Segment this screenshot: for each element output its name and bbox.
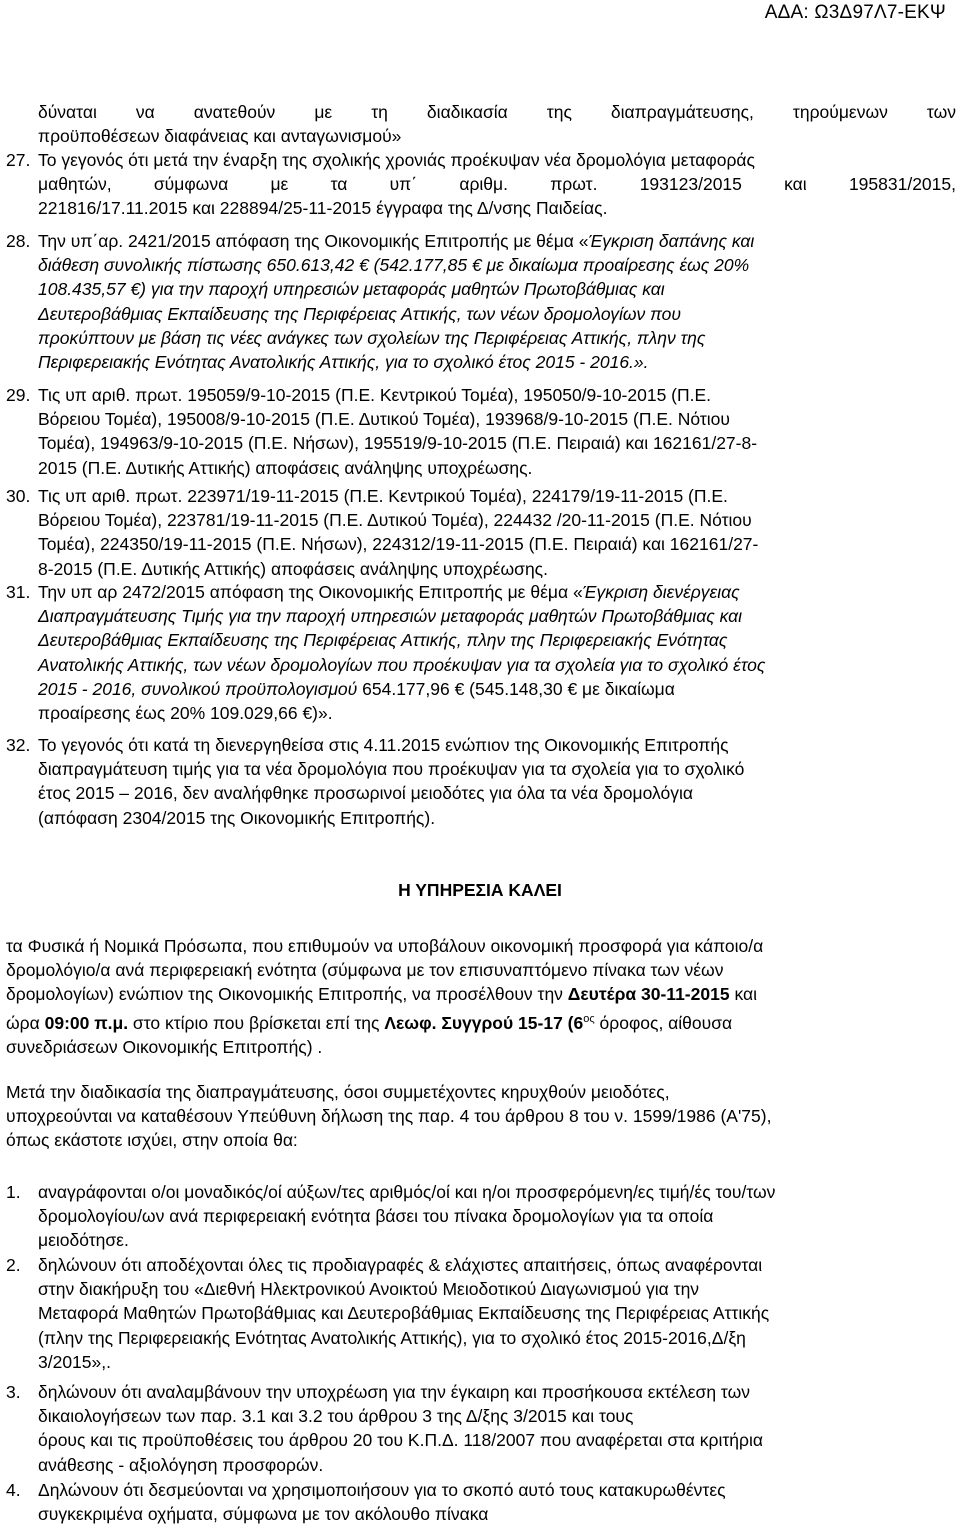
text-line: διάθεση συνολικής πίστωσης 650.613,42 € (542.177,85 € με δικαίωμα προαίρεσης έως 20%	[38, 255, 750, 276]
text-span: και	[729, 984, 757, 1005]
item-number: 27.	[6, 150, 31, 170]
call-paragraph	[6, 934, 956, 1059]
item-number: 29.	[6, 385, 31, 405]
text-line: προκύπτουν με βάση τις νέες ανάγκες των σχολείων της Περιφέρειας Αττικής, πλην της	[38, 327, 706, 348]
text-line: Τομέα), 224350/19-11-2015 (Π.Ε. Νήσων), 224312/19-11-2015 (Π.Ε. Πειραιά) και 162161/27-	[38, 534, 759, 555]
item-number: 32.	[6, 735, 31, 755]
item-27	[38, 148, 956, 221]
meeting-date: Δευτέρα 30-11-2015	[567, 984, 730, 1005]
text-span: δρομολογίων) ενώπιον της Οικονομικής Επιτροπής, να προσέλθουν την	[6, 984, 568, 1005]
list-number: 1.	[6, 1182, 21, 1202]
text-line: δρομολογίου/ων ανά περιφερειακή ενότητα βάσει του πίνακα δρομολογίων για τα οποία	[38, 1206, 714, 1227]
list-item	[38, 1478, 956, 1526]
text-line: προϋποθέσεων διαφάνειας και ανταγωνισμού»	[38, 126, 402, 147]
text-line: Ανατολικής Αττικής, των νέων δρομολογίων που προέκυψαν για τα σχολεία για το σχολικό έτος	[38, 654, 766, 675]
text-span: 654.177,96 € (545.148,30 € με δικαίωμα	[357, 678, 675, 699]
text-line: συγκεκριμένα οχήματα, σύμφωνα με τον ακόλουθο πίνακα	[38, 1504, 489, 1525]
text-span: Έγκριση διενέργειας	[582, 582, 740, 602]
text-line: Τις υπ αριθ. πρωτ. 195059/9-10-2015 (Π.Ε. Κεντρικού Τομέα), 195050/9-10-2015 (Π.Ε.	[38, 385, 712, 405]
text-line: Βόρειου Τομέα), 195008/9-10-2015 (Π.Ε. Δυτικού Τομέα), 193968/9-10-2015 (Π.Ε. Νότιου	[38, 409, 730, 430]
text-line: Το γεγονός ότι μετά την έναρξη της σχολικής χρονιάς προέκυψαν νέα δρομολόγια μεταφοράς	[38, 150, 755, 170]
text-span: Έγκριση δαπάνης και	[588, 231, 755, 251]
meeting-address: Λεωφ. Συγγρού 15-17 (6	[384, 1012, 584, 1033]
text-span: στο κτίριο που βρίσκεται επί της	[128, 1012, 385, 1033]
text-line: Δευτεροβάθμιας Εκπαίδευσης της Περιφέρειας Αττικής, πλην της Περιφερειακής Ενότητας	[38, 630, 728, 651]
text-line: μειοδότησε.	[38, 1230, 129, 1251]
text-line: Τις υπ αριθ. πρωτ. 223971/19-11-2015 (Π.Ε. Κεντρικού Τομέα), 224179/19-11-2015 (Π.Ε.	[38, 486, 728, 506]
text-line: Μεταφορά Μαθητών Πρωτοβάθμιας και Δευτεροβάθμιας Εκπαίδευσης της Περιφέρειας Αττικής	[38, 1303, 770, 1324]
text-line: έτος 2015 – 2016, δεν αναλήφθηκε προσωρινοί μειοδότες για όλα τα νέα δρομολόγια	[38, 783, 693, 804]
text-line: 3/2015»,.	[38, 1351, 111, 1372]
text-line: 8-2015 (Π.Ε. Δυτικής Αττικής) αποφάσεις ανάληψης υποχρέωσης.	[38, 558, 548, 579]
text-line: Μετά την διαδικασία της διαπραγμάτευσης, όσοι συμμετέχοντες κηρυχθούν μειοδότες,	[6, 1082, 670, 1102]
item-number: 30.	[6, 486, 31, 506]
text-line: όρους και τις προϋποθέσεις του άρθρου 20 του Κ.Π.Δ. 118/2007 που αναφέρεται στα κριτήρια	[38, 1430, 763, 1451]
item-29	[38, 383, 956, 480]
text-line: στην διακήρυξη του «Διεθνή Ηλεκτρονικού Ανοικτού Μειοδοτικού Διαγωνισμού για την	[38, 1279, 700, 1300]
continuation-text	[38, 100, 956, 148]
text-line: δύναται να ανατεθούν με τη διαδικασία της διαπραγμάτευσης, τηρούμενων των	[38, 102, 956, 122]
procedure-paragraph	[6, 1080, 956, 1153]
meeting-time: 09:00 π.μ.	[44, 1012, 129, 1033]
text-line: 221816/17.11.2015 και 228894/25-11-2015 έγγραφα της Δ/νσης Παιδείας.	[38, 198, 608, 219]
text-line: διαπραγμάτευση τιμής για τα νέα δρομολόγια που προέκυψαν για τα σχολεία για το σχολικό	[38, 759, 745, 780]
item-28	[38, 229, 956, 374]
item-31	[38, 580, 956, 725]
item-number: 31.	[6, 582, 31, 602]
text-line: Το γεγονός ότι κατά τη διενεργηθείσα στις 4.11.2015 ενώπιον της Οικονομικής Επιτροπής	[38, 735, 729, 755]
text-span: 2015 - 2016, συνολικού προϋπολογισμού	[38, 678, 358, 699]
text-line: Διαπραγμάτευσης Τιμής για την παροχή υπηρεσιών μεταφοράς μαθητών Πρωτοβάθμιας και	[38, 606, 742, 627]
list-number: 3.	[6, 1382, 21, 1402]
text-line: αναγράφονται ο/οι μοναδικός/οί αύξων/τες αριθμός/οί και η/οι προσφερόμενη/ες τιμή/ές του/των	[38, 1182, 776, 1202]
text-span: Την υπ΄αρ. 2421/2015 απόφαση της Οικονομικής Επιτροπής με θέμα «	[38, 231, 589, 251]
text-span: Την υπ αρ 2472/2015 απόφαση της Οικονομικής Επιτροπής με θέμα «	[38, 582, 583, 602]
ada-code: ΑΔΑ: Ω3Δ97Λ7-ΕΚΨ	[764, 2, 946, 23]
text-line: Δευτεροβάθμιας Εκπαίδευσης της Περιφέρειας Αττικής, των νέων δρομολογίων που	[38, 303, 681, 324]
list-number: 2.	[6, 1255, 21, 1275]
text-span: όροφος, αίθουσα	[594, 1012, 733, 1033]
text-line: Περιφερειακής Ενότητας Ανατολικής Αττικής, για το σχολικό έτος 2015 - 2016.».	[38, 352, 649, 373]
text-line: 2015 (Π.Ε. Δυτικής Αττικής) αποφάσεις ανάληψης υποχρέωσης.	[38, 457, 533, 478]
section-heading: Η ΥΠΗΡΕΣΙΑ ΚΑΛΕΙ	[398, 880, 562, 900]
text-line: Δηλώνουν ότι δεσμεύονται να χρησιμοποιήσουν για το σκοπό αυτό τους κατακυρωθέντες	[38, 1480, 726, 1500]
text-span: ώρα	[6, 1012, 45, 1033]
text-line: (πλην της Περιφερειακής Ενότητας Ανατολικής Αττικής), για το σχολικό έτος 2015-2016,Δ/ξη	[38, 1327, 746, 1348]
text-line: ανάθεσης - αξιολόγηση προσφορών.	[38, 1454, 324, 1475]
text-line: συνεδριάσεων Οικονομικής Επιτροπής) .	[6, 1036, 323, 1057]
text-line: μαθητών, σύμφωνα με τα υπ΄ αριθμ. πρωτ. 193123/2015 και 195831/2015,	[38, 174, 956, 195]
text-line: δρομολόγιο/α ανά περιφερειακή ενότητα (σύμφωνα με τον επισυναπτόμενο πίνακα των νέων	[6, 960, 724, 981]
text-line: 108.435,57 €) για την παροχή υπηρεσιών μεταφοράς μαθητών Πρωτοβάθμιας και	[38, 279, 665, 300]
list-item	[38, 1380, 956, 1477]
list-number: 4.	[6, 1480, 21, 1500]
text-line: υποχρεούνται να καταθέσουν Υπεύθυνη δήλωση της παρ. 4 του άρθρου 8 του ν. 1599/1986 (Α'75),	[6, 1106, 772, 1127]
text-line: τα Φυσικά ή Νομικά Πρόσωπα, που επιθυμούν να υποβάλουν οικονομική προσφορά για κάποιο/α	[6, 936, 764, 956]
item-32	[38, 733, 956, 830]
text-line: Βόρειου Τομέα), 223781/19-11-2015 (Π.Ε. Δυτικού Τομέα), 224432 /20-11-2015 (Π.Ε. Νότιου	[38, 510, 752, 531]
text-line: δηλώνουν ότι αποδέχονται όλες τις προδιαγραφές & ελάχιστες απαιτήσεις, όπως αναφέρονται	[38, 1255, 763, 1275]
text-line: Τομέα), 194963/9-10-2015 (Π.Ε. Νήσων), 195519/9-10-2015 (Π.Ε. Πειραιά) και 162161/27-8-	[38, 433, 758, 454]
item-30	[38, 484, 956, 581]
item-number: 28.	[6, 231, 31, 251]
text-line: δηλώνουν ότι αναλαμβάνουν την υποχρέωση για την έγκαιρη και προσήκουσα εκτέλεση των	[38, 1382, 750, 1402]
text-line: (απόφαση 2304/2015 της Οικονομικής Επιτροπής).	[38, 807, 436, 828]
text-line: όπως εκάστοτε ισχύει, στην οποία θα:	[6, 1130, 298, 1151]
list-item	[38, 1253, 956, 1374]
text-line: προαίρεσης έως 20% 109.029,66 €)».	[38, 703, 333, 724]
text-line: δικαιολογήσεων των παρ. 3.1 και 3.2 του άρθρου 3 της Δ/ξης 3/2015 και τους	[38, 1406, 634, 1427]
list-item	[38, 1180, 956, 1253]
superscript: ος	[583, 1012, 595, 1025]
